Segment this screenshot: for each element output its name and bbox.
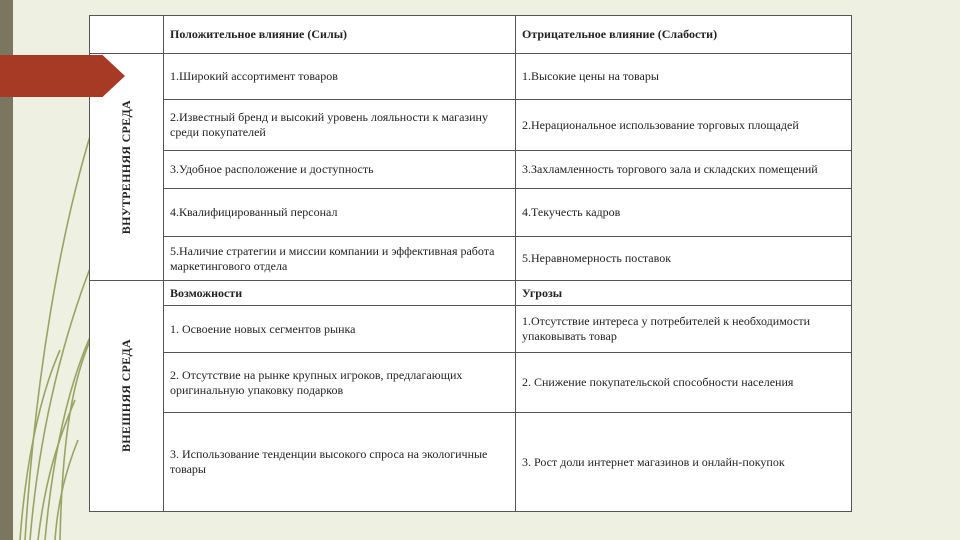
table-row <box>90 151 852 189</box>
opportunities-header: Возможности <box>164 281 516 306</box>
table-row <box>90 54 852 100</box>
opportunity-cell: 2. Отсутствие на рынке крупных игроков, предлагающих оригинальную упаковку подарков <box>164 353 516 413</box>
weakness-cell: 3.Захламленность торгового зала и складских помещений <box>516 151 852 189</box>
opportunity-cell: 1. Освоение новых сегментов рынка <box>164 306 516 353</box>
threats-header: Угрозы <box>516 281 852 306</box>
subheader-row <box>90 281 852 306</box>
weakness-cell: 1.Высокие цены на товары <box>516 54 852 100</box>
opportunity-cell: 3. Использование тенденции высокого спроса на экологичные товары <box>164 413 516 512</box>
table-row <box>90 353 852 413</box>
strength-cell: 2.Известный бренд и высокий уровень лояльности к магазину среди покупателей <box>164 100 516 151</box>
strengths-header: Положительное влияние (Силы) <box>164 16 516 54</box>
table-row <box>90 237 852 281</box>
swot-table <box>89 15 852 512</box>
strength-cell: 1.Широкий ассортимент товаров <box>164 54 516 100</box>
internal-environment-label: ВНУТРЕННЯЯ СРЕДА <box>119 99 133 235</box>
threat-cell: 2. Снижение покупательской способности населения <box>516 353 852 413</box>
threat-cell: 3. Рост доли интернет магазинов и онлайн-покупок <box>516 413 852 512</box>
threat-cell: 1.Отсутствие интереса у потребителей к необходимости упаковывать товар <box>516 306 852 353</box>
external-environment-label: ВНЕШНЯЯ СРЕДА <box>119 339 133 453</box>
weakness-cell: 4.Текучесть кадров <box>516 189 852 237</box>
external-environment-cell <box>90 281 164 512</box>
table-row <box>90 413 852 512</box>
slide-card <box>89 15 851 512</box>
weaknesses-header: Отрицательное влияние (Слабости) <box>516 16 852 54</box>
weakness-cell: 2.Нерациональное использование торговых площадей <box>516 100 852 151</box>
red-arrow-marker <box>0 55 125 97</box>
strength-cell: 5.Наличие стратегии и миссии компании и эффективная работа маркетингового отдела <box>164 237 516 281</box>
header-row <box>90 16 852 54</box>
strength-cell: 3.Удобное расположение и доступность <box>164 151 516 189</box>
table-row <box>90 100 852 151</box>
strength-cell: 4.Квалифицированный персонал <box>164 189 516 237</box>
weakness-cell: 5.Неравномерность поставок <box>516 237 852 281</box>
corner-cell <box>90 16 164 54</box>
table-row <box>90 189 852 237</box>
table-row <box>90 306 852 353</box>
